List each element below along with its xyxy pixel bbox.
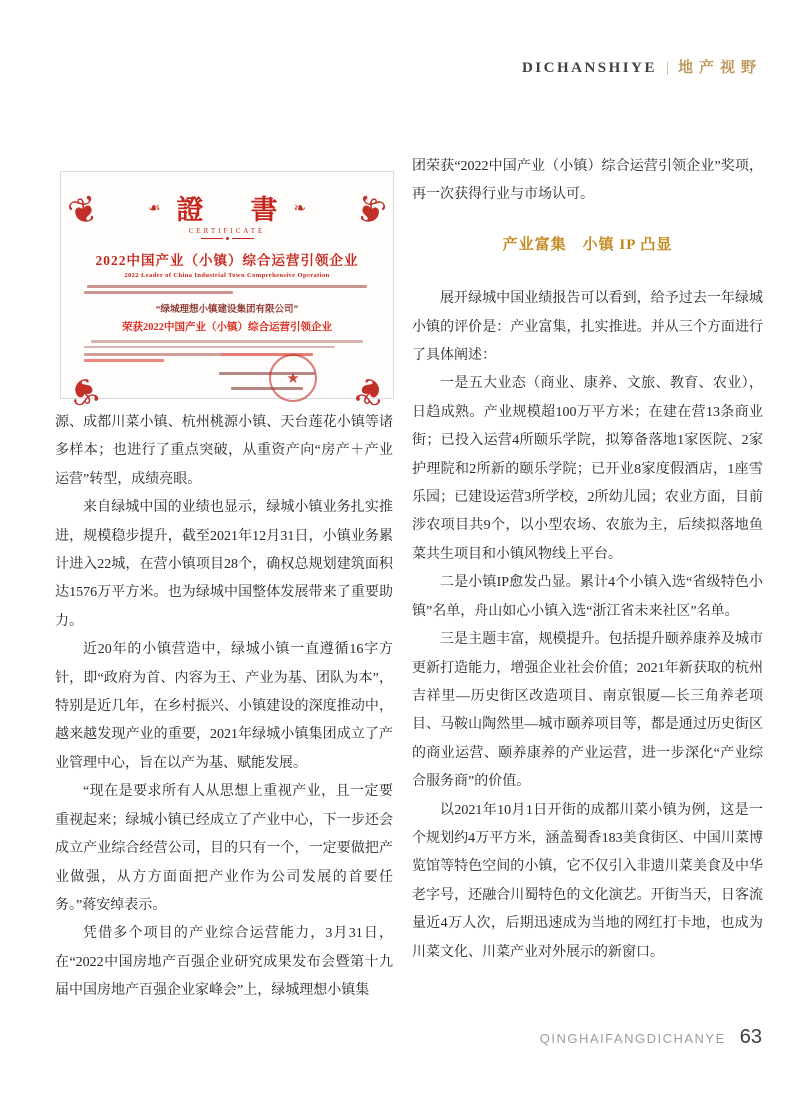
official-seal-icon [269,354,317,402]
paragraph: 近20年的小镇营造中，绿城小镇一直遵循16字方针，即“政府为首、内容为王、产业为基、团队为本”，特别是近几年，在乡村振兴、小镇建设的深度推动中，越来越发现产业的重要，2021年绿城小镇集团成立了产业管理中心，旨在以产为基、赋能发展。 [55,642,393,771]
paragraph: 以2021年10月1日开街的成都川菜小镇为例，这是一个规划约4万平方米，涵盖蜀香183美食街区、中国川菜博览馆等特色空间的小镇，它不仅引入非遗川菜美食及中华老字号，还融合川蜀特色的文化演艺。开街当天，日客流量近4万人次，后期迅速成为当地的网红打卡地，也成为川菜文化、川菜产业对外展示的新窗口。 [412,802,763,960]
divider-dot [226,237,229,240]
certificate-fine-print [84,353,370,362]
certificate-award-line: 荣获2022中国产业（小镇）综合运营引领企业 [122,322,332,333]
paragraph: 展开绿城中国业绩报告可以看到，给予过去一年绿城小镇的评价是：产业富集，扎实推进。并从三个方面进行了具体阐述： [412,291,763,364]
paragraph: 二是小镇IP愈发凸显。累计4个小镇入选“省级特色小镇”名单，舟山如心小镇入选“浙江省未来社区”名单。 [412,575,763,619]
certificate-title-row [61,188,393,227]
section-heading: 产业富集 小镇 IP 凸显 [502,236,673,253]
fine-print-line [84,291,232,294]
fine-print-line [84,353,312,356]
certificate-award-title-cn: 2022中国产业（小镇）综合运营引领企业 [95,253,359,268]
journal-name-en: DICHANSHIYE [521,60,657,76]
certificate-image [60,171,394,415]
certificate-divider [61,237,393,240]
star-icon: ★ [286,369,300,387]
flourish-icon: ❧ [293,198,307,217]
paragraph: 源、成都川菜小镇、杭州桃源小镇、天台莲花小镇等诸多样本；也进行了重点突破，从重资产向“房产＋产业运营”转型，成绩亮眼。 [55,415,393,487]
papercut-ornament-icon: ❦ [63,366,105,415]
certificate-fine-print [84,285,370,294]
footer-journal-name: QINGHAIFANGDICHANYE [539,1031,726,1046]
fine-print-line [84,346,335,349]
paragraph: 团荣获“2022中国产业（小镇）综合运营引领企业”奖项，再一次获得行业与市场认可。 [412,159,763,203]
fine-print-line [84,359,164,362]
papercut-ornament-icon: ❦ [349,366,391,415]
page-header [522,56,762,77]
header-divider: | [665,60,669,76]
certificate-company-name: “绿城理想小镇建设集团有限公司” [155,305,299,315]
paragraph: 来自绿城中国的业绩也显示，绿城小镇业务扎实推进，规模稳步提升，截至2021年12月31日，小镇业务累计进入22城，在营小镇项目28个，确权总规划建筑面积达1576万平方米。也为绿城中国整体发展带来了重要助力。 [55,500,393,629]
left-text-column [55,409,393,1006]
papercut-ornament-icon: ❦ [63,187,105,236]
certificate-content [61,188,393,414]
flourish-icon: ❧ [147,198,161,217]
paragraph: “现在是要求所有人从思想上重视产业，且一定要重视起来；绿城小镇已经成立了产业中心，下一步还会成立产业综合经营公司，目的只有一个，一定要做把产业做强，从方方面面把产业作为公司发展的首要任务。”蒋安绰表示。 [55,784,393,913]
journal-section-cn: 地产视野 [677,60,762,76]
papercut-ornament-icon: ❦ [349,187,391,236]
paragraph: 凭借多个项目的产业综合运营能力，3月31日，在“2022中国房地产百强企业研究成果发布会暨第十九届中国房地产百强企业家峰会”上，绿城理想小镇集 [55,926,393,999]
right-text-column [412,153,763,967]
paragraph: 一是五大业态（商业、康养、文旅、教育、农业），日趋成熟。产业规模超100万平方米；在建在营13条商业街；已投入运营4所颐乐学院，拟筹备落地1家医院、2家护理院和2所新的颐乐学院；已开业8家度假酒店，1座雪乐园；已建设运营3所学校，2所幼儿园；农业方面，目前涉农项目共9个，以小型农场、农旅为主，后续拟落地鱼菜共生项目和小镇风物线上平台。 [412,376,763,562]
certificate-title: 證 書 [176,195,288,225]
certificate-fine-print [84,340,370,348]
page-number: 63 [739,1026,762,1048]
fine-print-line [91,340,362,343]
certificate-award-title-en: 2022 Leader of China Industrial Town Comprehensive Operation [124,272,330,279]
divider-line [201,238,223,239]
paragraph: 三是主题丰富，规模提升。包括提升颐养康养及城市更新打造能力，增强企业社会价值；2021年新获取的杭州吉祥里—历史街区改造项目、南京银厦—长三角养老项目、马鞍山陶然里—城市颐养项目等，都是通过历史街区的商业运营、颐养康养的产业运营，进一步深化“产业综合服务商”的价值。 [412,632,763,790]
divider-line [232,238,254,239]
page-footer [540,1026,762,1049]
fine-print-line [87,285,367,288]
certificate-subtitle: CERTIFICATE [188,227,266,235]
